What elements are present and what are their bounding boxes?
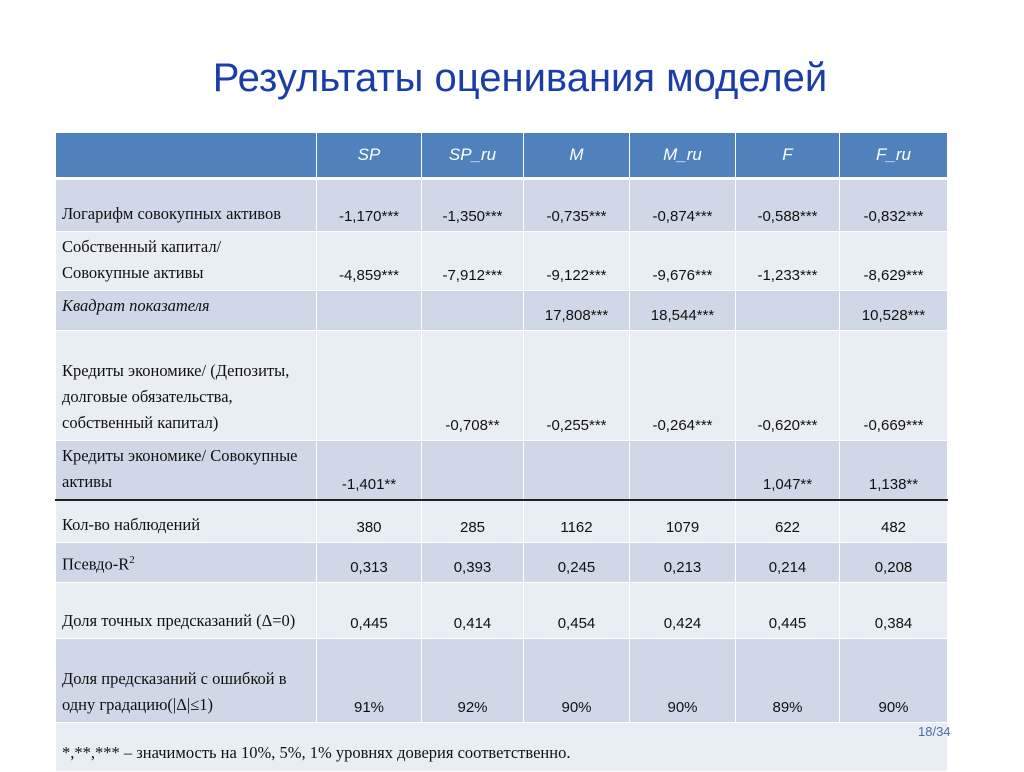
cell-value: -0,832*** bbox=[840, 179, 948, 232]
row-label bbox=[56, 542, 317, 582]
cell-value bbox=[317, 331, 422, 441]
cell-value: 0,424 bbox=[630, 582, 736, 638]
cell-value: 17,808*** bbox=[524, 291, 630, 331]
cell-value: -1,170*** bbox=[317, 179, 422, 232]
cell-value: 0,414 bbox=[422, 582, 524, 638]
cell-value: 89% bbox=[736, 638, 840, 722]
cell-value: 1162 bbox=[524, 500, 630, 542]
cell-value: 10,528*** bbox=[840, 291, 948, 331]
cell-value bbox=[422, 291, 524, 331]
row-label: Кредиты экономике/ Совокупные активы bbox=[56, 441, 317, 501]
slide-title: Результаты оценивания моделей bbox=[212, 56, 828, 100]
cell-value: -1,233*** bbox=[736, 232, 840, 291]
table-row bbox=[56, 582, 948, 638]
table-row bbox=[56, 291, 948, 331]
row-label: Кол-во наблюдений bbox=[56, 500, 317, 542]
cell-value: -7,912*** bbox=[422, 232, 524, 291]
cell-value: 1,047** bbox=[736, 441, 840, 501]
cell-value: 91% bbox=[317, 638, 422, 722]
cell-value: -9,676*** bbox=[630, 232, 736, 291]
page-number: 18/34 bbox=[918, 724, 951, 739]
cell-value: 0,445 bbox=[317, 582, 422, 638]
cell-value bbox=[736, 291, 840, 331]
cell-value: -0,255*** bbox=[524, 331, 630, 441]
footnote-row bbox=[56, 722, 948, 771]
table-row bbox=[56, 441, 948, 501]
cell-value: 90% bbox=[630, 638, 736, 722]
table-row bbox=[56, 638, 948, 722]
cell-value: -0,264*** bbox=[630, 331, 736, 441]
cell-value: 92% bbox=[422, 638, 524, 722]
cell-value: 622 bbox=[736, 500, 840, 542]
cell-value: 380 bbox=[317, 500, 422, 542]
pseudo-r-label: Псевдо-R bbox=[62, 554, 130, 574]
footnote: *,**,*** – значимость на 10%, 5%, 1% уровнях доверия соответственно. bbox=[56, 722, 948, 771]
header-row bbox=[56, 133, 948, 179]
results-table bbox=[55, 132, 948, 772]
row-label: Кредиты экономике/ (Депозиты, долговые обязательства, собственный капитал) bbox=[56, 331, 317, 441]
cell-value bbox=[317, 291, 422, 331]
table-row bbox=[56, 232, 948, 291]
cell-value: -0,620*** bbox=[736, 331, 840, 441]
cell-value: 90% bbox=[524, 638, 630, 722]
cell-value: 285 bbox=[422, 500, 524, 542]
cell-value: -0,588*** bbox=[736, 179, 840, 232]
cell-value bbox=[422, 441, 524, 501]
row-label: Доля предсказаний с ошибкой в одну градацию(|Δ|≤1) bbox=[56, 638, 317, 722]
cell-value: -0,735*** bbox=[524, 179, 630, 232]
cell-value: -0,874*** bbox=[630, 179, 736, 232]
cell-value: 0,214 bbox=[736, 542, 840, 582]
col-header-m: M bbox=[524, 133, 630, 179]
row-label: Логарифм совокупных активов bbox=[56, 179, 317, 232]
col-header-m-ru: M_ru bbox=[630, 133, 736, 179]
cell-value: 1079 bbox=[630, 500, 736, 542]
row-label: Квадрат показателя bbox=[56, 291, 317, 331]
cell-value bbox=[524, 441, 630, 501]
cell-value: -8,629*** bbox=[840, 232, 948, 291]
cell-value: 18,544*** bbox=[630, 291, 736, 331]
row-label: Доля точных предсказаний (Δ=0) bbox=[56, 582, 317, 638]
cell-value: 0,445 bbox=[736, 582, 840, 638]
col-header-sp: SP bbox=[317, 133, 422, 179]
cell-value: 482 bbox=[840, 500, 948, 542]
cell-value bbox=[630, 441, 736, 501]
cell-value: -9,122*** bbox=[524, 232, 630, 291]
cell-value: -4,859*** bbox=[317, 232, 422, 291]
pseudo-r-superscript: 2 bbox=[129, 554, 135, 566]
col-header-f-ru: F_ru bbox=[840, 133, 948, 179]
cell-value: 0,454 bbox=[524, 582, 630, 638]
cell-value: -0,669*** bbox=[840, 331, 948, 441]
cell-value: 0,213 bbox=[630, 542, 736, 582]
table-row bbox=[56, 179, 948, 232]
cell-value: 0,208 bbox=[840, 542, 948, 582]
header-corner bbox=[56, 133, 317, 179]
cell-value: -0,708** bbox=[422, 331, 524, 441]
table-row bbox=[56, 500, 948, 542]
table-row bbox=[56, 542, 948, 582]
cell-value: 0,384 bbox=[840, 582, 948, 638]
col-header-f: F bbox=[736, 133, 840, 179]
col-header-sp-ru: SP_ru bbox=[422, 133, 524, 179]
table-row bbox=[56, 331, 948, 441]
row-label: Собственный капитал/ Совокупные активы bbox=[56, 232, 317, 291]
cell-value: -1,401** bbox=[317, 441, 422, 501]
cell-value: 0,313 bbox=[317, 542, 422, 582]
cell-value: 0,393 bbox=[422, 542, 524, 582]
cell-value: -1,350*** bbox=[422, 179, 524, 232]
cell-value: 1,138** bbox=[840, 441, 948, 501]
cell-value: 0,245 bbox=[524, 542, 630, 582]
cell-value: 90% bbox=[840, 638, 948, 722]
